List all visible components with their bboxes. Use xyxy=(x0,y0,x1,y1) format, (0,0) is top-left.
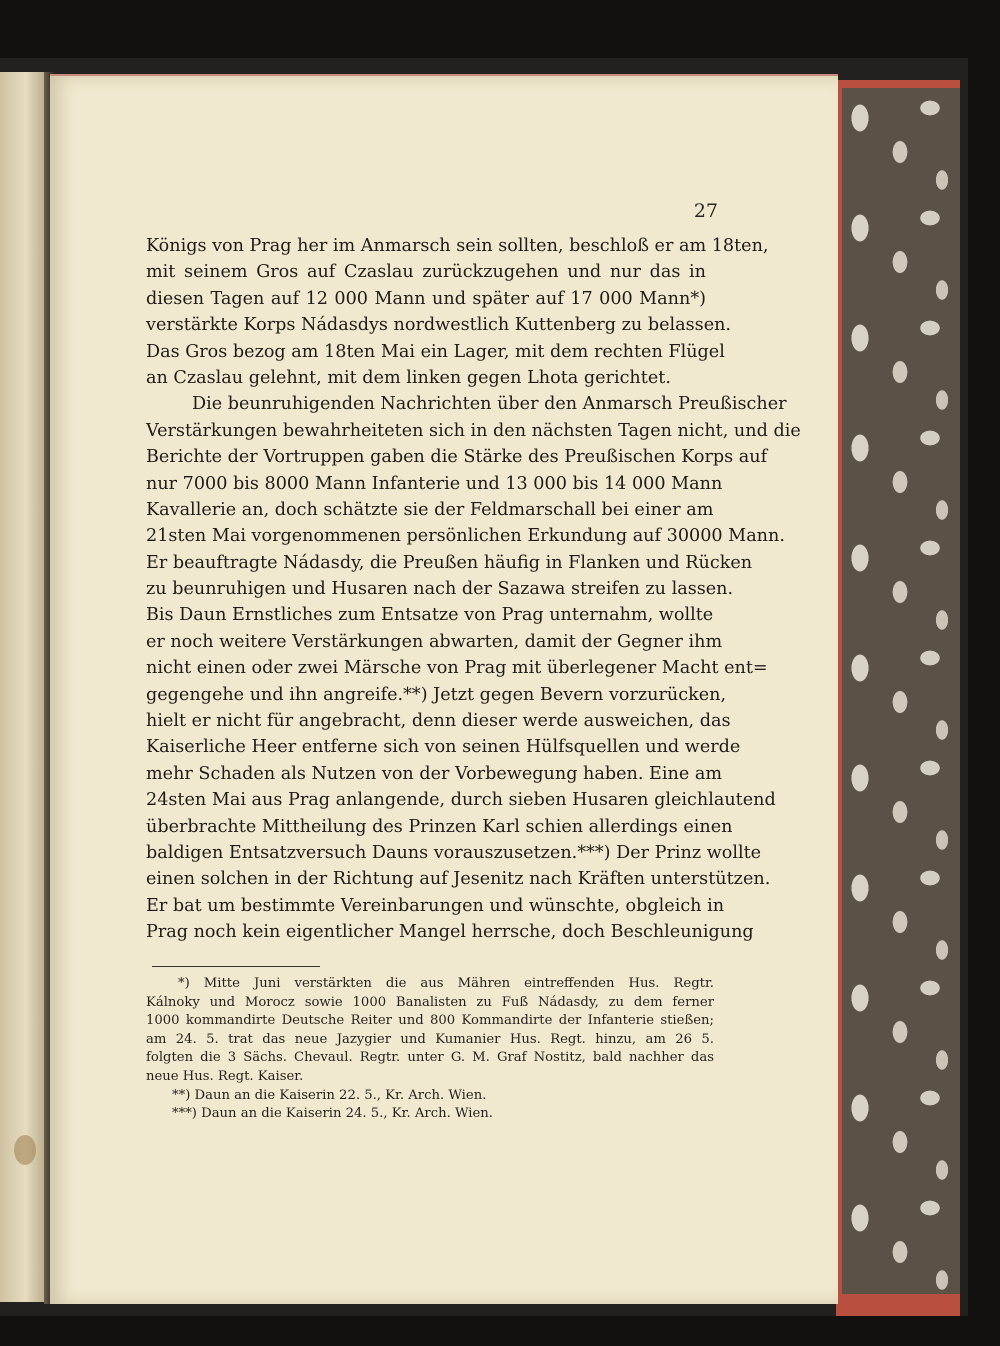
text-line: einen solchen in der Richtung auf Jesenitz nach Kräften unterstützen. xyxy=(146,869,771,890)
text-line: mehr Schaden als Nutzen von der Vorbewegung haben. Eine am xyxy=(146,763,723,784)
text-line: 24sten Mai aus Prag anlangende, durch sieben Husaren gleichlautend xyxy=(146,790,776,811)
text-line: Er bat um bestimmte Vereinbarungen und wünschte, obgleich in xyxy=(146,895,725,916)
body-text xyxy=(146,233,801,946)
page-number: 27 xyxy=(693,200,718,222)
text-line: nicht einen oder zwei Märsche von Prag mit überlegener Macht ent= xyxy=(146,658,768,679)
left-page-edge xyxy=(0,72,46,1302)
marbled-endpaper xyxy=(842,88,960,1294)
text-line: Er beauftragte Nádasdy, die Preußen häufig in Flanken und Rücken xyxy=(146,552,753,573)
footnote-line: Kálnoky und Morocz sowie 1000 Banalisten zu Fuß Nádasdy, zu dem ferner xyxy=(146,994,714,1010)
text-line: mit seinem Gros auf Czaslau zurückzugehen und nur das in xyxy=(146,262,706,283)
paper-stain xyxy=(14,1135,36,1165)
text-line: Königs von Prag her im Anmarsch sein sollten, beschloß er am 18ten, xyxy=(146,236,769,256)
footnote-line: 1000 kommandirte Deutsche Reiter und 800 Kommandirte der Infanterie stießen; xyxy=(146,1013,714,1029)
text-line: Bis Daun Ernstliches zum Entsatze von Prag unternahm, wollte xyxy=(146,605,714,626)
text-line: überbrachte Mittheilung des Prinzen Karl schien allerdings einen xyxy=(146,816,733,837)
text-line: an Czaslau gelehnt, mit dem linken gegen Lhota gerichtet. xyxy=(146,367,671,388)
footnote-divider xyxy=(152,966,320,967)
text-line: 21sten Mai vorgenommenen persönlichen Erkundung auf 30000 Mann. xyxy=(146,526,785,547)
footnote-line: *) Mitte Juni verstärkten die aus Mähren eintreffenden Hus. Regtr. xyxy=(178,976,714,991)
text-line: diesen Tagen auf 12 000 Mann und später auf 17 000 Mann*) xyxy=(146,288,706,309)
text-line: Kavallerie an, doch schätzte sie der Feldmarschall bei einer am xyxy=(146,499,714,520)
text-line: er noch weitere Verstärkungen abwarten, damit der Gegner ihm xyxy=(146,631,723,652)
text-line: Prag noch kein eigentlicher Mangel herrsche, doch Beschleunigung xyxy=(146,922,754,943)
footnote-line: **) Daun an die Kaiserin 22. 5., Kr. Arch. Wien. xyxy=(172,1087,487,1103)
text-line: baldigen Entsatzversuch Dauns vorauszusetzen.***) Der Prinz wollte xyxy=(146,842,762,863)
footnotes xyxy=(146,975,714,1124)
text-line: hielt er nicht für angebracht, denn dieser werde ausweichen, das xyxy=(146,711,731,732)
book-page xyxy=(50,74,838,1304)
footnote-line: ***) Daun an die Kaiserin 24. 5., Kr. Arch. Wien. xyxy=(172,1106,493,1122)
text-line: nur 7000 bis 8000 Mann Infanterie und 13 000 bis 14 000 Mann xyxy=(146,473,723,494)
text-line: Verstärkungen bewahrheiteten sich in den nächsten Tagen nicht, und die xyxy=(146,420,801,441)
text-line: Das Gros bezog am 18ten Mai ein Lager, mit dem rechten Flügel xyxy=(146,341,725,362)
footnote-line: neue Hus. Regt. Kaiser. xyxy=(146,1068,304,1084)
footnote-line: folgten die 3 Sächs. Chevaul. Regtr. unter G. M. Graf Nostitz, bald nachher das xyxy=(146,1050,714,1066)
text-line: Berichte der Vortruppen gaben die Stärke des Preußischen Korps auf xyxy=(146,447,768,468)
text-line: gegengehe und ihn angreife.**) Jetzt gegen Bevern vorzurücken, xyxy=(146,684,727,705)
text-line: Die beunruhigenden Nachrichten über den Anmarsch Preußischer xyxy=(192,394,787,415)
footnote-line: am 24. 5. trat das neue Jazygier und Kumanier Hus. Regt. hinzu, am 26 5. xyxy=(146,1031,714,1047)
text-line: Kaiserliche Heer entferne sich von seinen Hülfsquellen und werde xyxy=(146,737,741,758)
text-line: verstärkte Korps Nádasdys nordwestlich Kuttenberg zu belassen. xyxy=(146,315,732,336)
text-line: zu beunruhigen und Husaren nach der Sazawa streifen zu lassen. xyxy=(146,579,734,600)
